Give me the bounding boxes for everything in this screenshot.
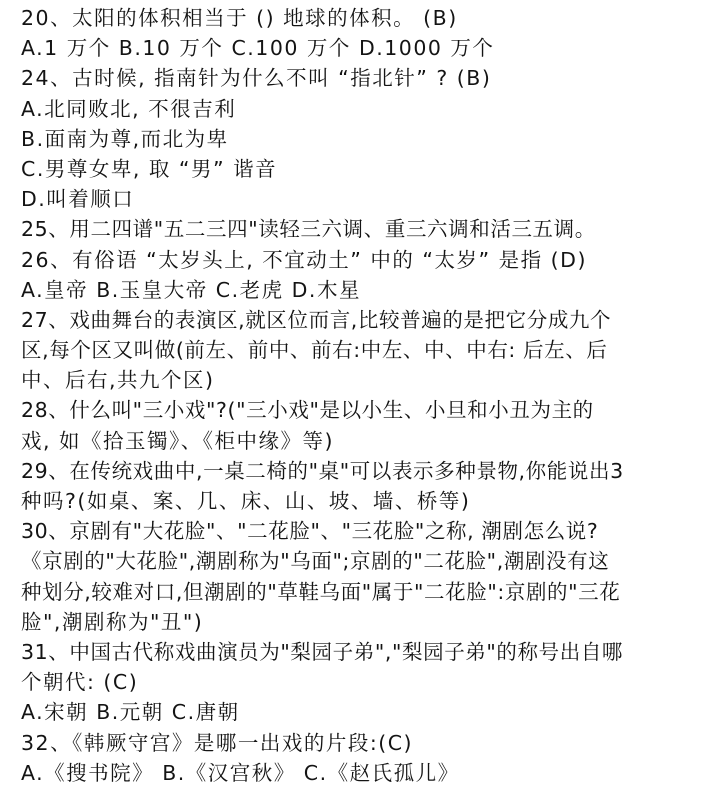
question-26-options: A.皇帝 B.玉皇大帝 C.老虎 D.木星 xyxy=(21,277,361,302)
question-24-option-d: D.叫着顺口 xyxy=(21,187,135,212)
question-28-line-1: 28、什么叫"三小戏"?("三小戏"是以小生、小旦和小丑为主的 xyxy=(21,398,594,423)
question-24-option-c: C.男尊女卑, 取 “男” 谐音 xyxy=(21,156,278,181)
question-24-option-a: A.北同败北, 不很吉利 xyxy=(21,96,237,121)
question-27-line-3: 中、后右,共九个区) xyxy=(21,368,215,393)
question-24-option-b: B.面南为尊,而北为卑 xyxy=(21,126,229,151)
question-26: 26、有俗语 “太岁头上, 不宜动土” 中的 “太岁” 是指 (D) xyxy=(21,247,587,272)
question-31-line-2: 个朝代: (C) xyxy=(21,670,139,695)
question-24: 24、古时候, 指南针为什么不叫 “指北针” ? (B) xyxy=(21,66,492,91)
question-31-options: A.宋朝 B.元朝 C.唐朝 xyxy=(21,700,240,725)
question-20: 20、太阳的体积相当于 () 地球的体积。 (B) xyxy=(21,6,458,30)
question-20-options: A.1 万个 B.10 万个 C.100 万个 D.1000 万个 xyxy=(21,36,495,61)
question-31-line-1: 31、中国古代称戏曲演员为"梨园子弟","梨园子弟"的称号出自哪 xyxy=(21,639,624,664)
question-30-line-1: 30、京剧有"大花脸"、"二花脸"、"三花脸"之称, 潮剧怎么说? xyxy=(21,519,599,544)
question-25: 25、用二四谱"五二三四"读轻三六调、重三六调和活三五调。 xyxy=(21,217,596,242)
question-30-line-4: 脸",潮剧称为"丑") xyxy=(21,609,204,634)
question-27-line-1: 27、戏曲舞台的表演区,就区位而言,比较普遍的是把它分成九个 xyxy=(21,307,612,332)
question-29-line-2: 种吗?(如桌、案、几、床、山、坡、墙、桥等) xyxy=(21,489,471,513)
question-28-line-2: 戏, 如《拾玉镯》、《柜中缘》等) xyxy=(21,428,335,453)
question-30-line-2: 《京剧的"大花脸",潮剧称为"乌面";京剧的"二花脸",潮剧没有这 xyxy=(21,549,610,574)
question-32: 32、《韩厥守宫》是哪一出戏的片段:(C) xyxy=(21,730,414,755)
question-29-line-1: 29、在传统戏曲中,一桌二椅的"桌"可以表示多种景物,你能说出3 xyxy=(21,458,624,483)
question-32-options: A.《搜书院》 B.《汉宫秋》 C.《赵氏孤儿》 xyxy=(21,760,460,785)
question-27-line-2: 区,每个区又叫做(前左、前中、前右:中左、中、中右: 后左、后 xyxy=(21,338,608,363)
question-30-line-3: 种划分,较难对口,但潮剧的"草鞋乌面"属于"二花脸":京剧的"三花 xyxy=(21,579,621,604)
